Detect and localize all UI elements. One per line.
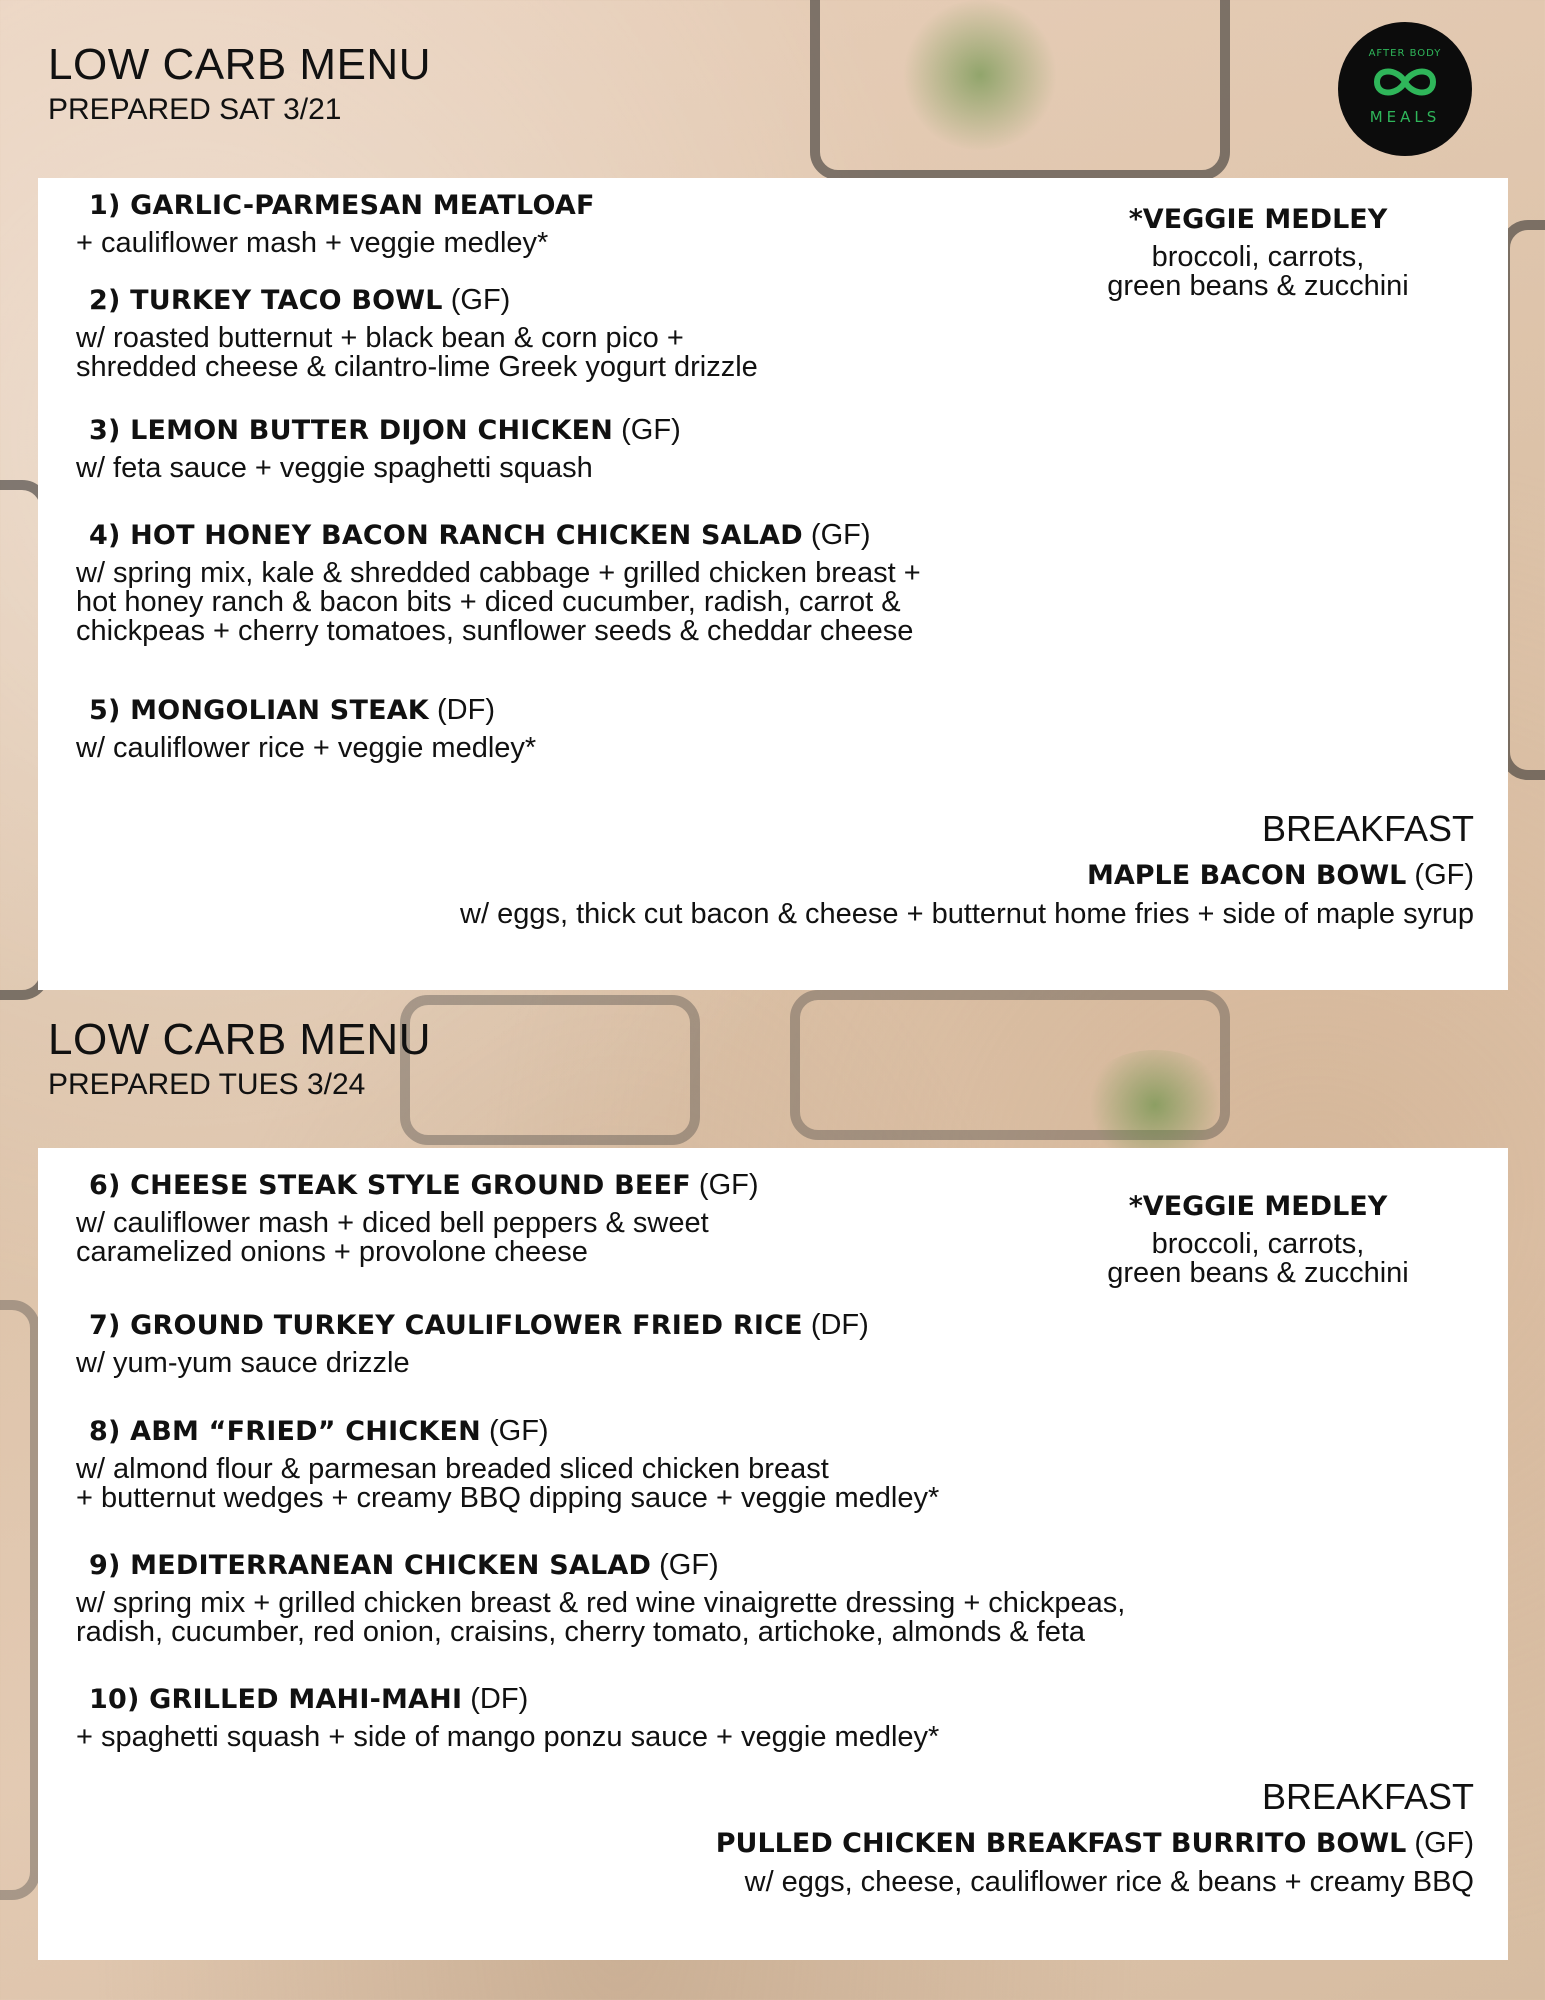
menu-item xyxy=(76,1308,1156,1378)
veggie-medley-body: broccoli, carrots, green beans & zucchini xyxy=(1107,241,1409,302)
item-tag: (GF) xyxy=(659,1549,719,1581)
item-name: 6) CHEESE STEAK STYLE GROUND BEEF xyxy=(89,1170,691,1201)
menu-item xyxy=(76,413,1156,483)
veggie-medley-body: broccoli, carrots, green beans & zucchini xyxy=(1107,1228,1409,1289)
breakfast-label: BREAKFAST xyxy=(1261,1776,1474,1817)
container-photo xyxy=(0,1300,40,1900)
menu-panel-1 xyxy=(38,178,1508,990)
breakfast-description: w/ eggs, thick cut bacon & cheese + butternut home fries + side of maple syrup xyxy=(460,898,1474,930)
menu-item xyxy=(76,1414,1156,1513)
infinity-icon xyxy=(1371,62,1439,102)
item-description: + spaghetti squash + side of mango ponzu sauce + veggie medley* xyxy=(76,1721,940,1753)
vegetables-photo xyxy=(1080,1050,1230,1160)
veggie-medley-title: *VEGGIE MEDLEY xyxy=(1128,1191,1388,1222)
item-name: 2) TURKEY TACO BOWL xyxy=(89,285,443,316)
after-body-meals-logo xyxy=(1338,22,1472,156)
menu-item xyxy=(76,283,1156,382)
menu-header-1 xyxy=(48,40,431,128)
menu-subtitle: PREPARED SAT 3/21 xyxy=(48,93,342,126)
item-tag: (GF) xyxy=(810,519,871,551)
menu-item xyxy=(76,1682,1156,1752)
menu-title: LOW CARB MENU xyxy=(48,40,431,89)
item-tag: (GF) xyxy=(621,414,681,446)
item-description: w/ spring mix + grilled chicken breast & red wine vinaigrette dressing + chickpeas, radish, cucumber, red onion, craisins, cherry tomato, artichoke, almonds & feta xyxy=(76,1587,1126,1648)
item-name: 3) LEMON BUTTER DIJON CHICKEN xyxy=(89,415,614,446)
item-name: 10) GRILLED MAHI-MAHI xyxy=(89,1684,463,1715)
veggie-medley-note xyxy=(1038,1190,1478,1288)
breakfast-section xyxy=(174,808,1474,931)
item-description: + cauliflower mash + veggie medley* xyxy=(76,227,549,259)
breakfast-tag: (GF) xyxy=(1414,1827,1474,1859)
menu-item xyxy=(76,693,1156,763)
menu-item xyxy=(76,518,1156,646)
item-description: w/ cauliflower rice + veggie medley* xyxy=(76,732,537,764)
broccoli-photo xyxy=(900,0,1060,150)
breakfast-description: w/ eggs, cheese, cauliflower rice & beans + creamy BBQ xyxy=(744,1866,1474,1898)
logo-top-text: AFTER BODY xyxy=(1368,48,1442,59)
veggie-medley-title: *VEGGIE MEDLEY xyxy=(1128,204,1388,235)
item-description: w/ spring mix, kale & shredded cabbage + grilled chicken breast + hot honey ranch & bacon bits + diced cucumber, radish, carrot & chickpeas + cherry tomatoes, sunflower seeds & cheddar cheese xyxy=(76,557,921,647)
breakfast-name: PULLED CHICKEN BREAKFAST BURRITO BOWL xyxy=(715,1828,1407,1859)
item-description: w/ feta sauce + veggie spaghetti squash xyxy=(76,452,593,484)
item-name: 9) MEDITERRANEAN CHICKEN SALAD xyxy=(89,1550,652,1581)
item-tag: (DF) xyxy=(470,1683,529,1715)
container-photo xyxy=(400,995,700,1145)
item-name: 8) ABM “FRIED” CHICKEN xyxy=(89,1416,481,1447)
menu-item xyxy=(76,1168,1156,1267)
veggie-medley-note xyxy=(1038,203,1478,301)
breakfast-section xyxy=(174,1776,1474,1899)
item-description: w/ yum-yum sauce drizzle xyxy=(76,1347,410,1379)
menu-item xyxy=(76,1548,1156,1647)
item-tag: (GF) xyxy=(489,1415,549,1447)
item-tag: (GF) xyxy=(698,1169,759,1201)
item-name: 1) GARLIC-PARMESAN MEATLOAF xyxy=(89,190,595,221)
breakfast-label: BREAKFAST xyxy=(1261,808,1474,849)
item-description: w/ cauliflower mash + diced bell peppers & sweet caramelized onions + provolone cheese xyxy=(76,1207,709,1268)
item-tag: (DF) xyxy=(437,694,495,726)
menu-title: LOW CARB MENU xyxy=(48,1015,431,1064)
menu-item xyxy=(76,188,1156,258)
item-tag: (DF) xyxy=(810,1309,869,1341)
item-name: 7) GROUND TURKEY CAULIFLOWER FRIED RICE xyxy=(89,1310,803,1341)
item-tag: (GF) xyxy=(450,284,511,316)
item-description: w/ almond flour & parmesan breaded sliced chicken breast + butternut wedges + creamy BBQ dipping sauce + veggie medley* xyxy=(76,1453,940,1514)
menu-subtitle: PREPARED TUES 3/24 xyxy=(48,1068,366,1101)
breakfast-name: MAPLE BACON BOWL xyxy=(1086,860,1407,891)
breakfast-tag: (GF) xyxy=(1414,859,1474,891)
item-description: w/ roasted butternut + black bean & corn pico + shredded cheese & cilantro-lime Greek yogurt drizzle xyxy=(76,322,758,383)
menu-header-2 xyxy=(48,1015,431,1103)
menu-panel-2 xyxy=(38,1148,1508,1960)
item-name: 5) MONGOLIAN STEAK xyxy=(89,695,429,726)
item-name: 4) HOT HONEY BACON RANCH CHICKEN SALAD xyxy=(89,520,803,551)
logo-bottom-text: MEALS xyxy=(1369,108,1441,126)
